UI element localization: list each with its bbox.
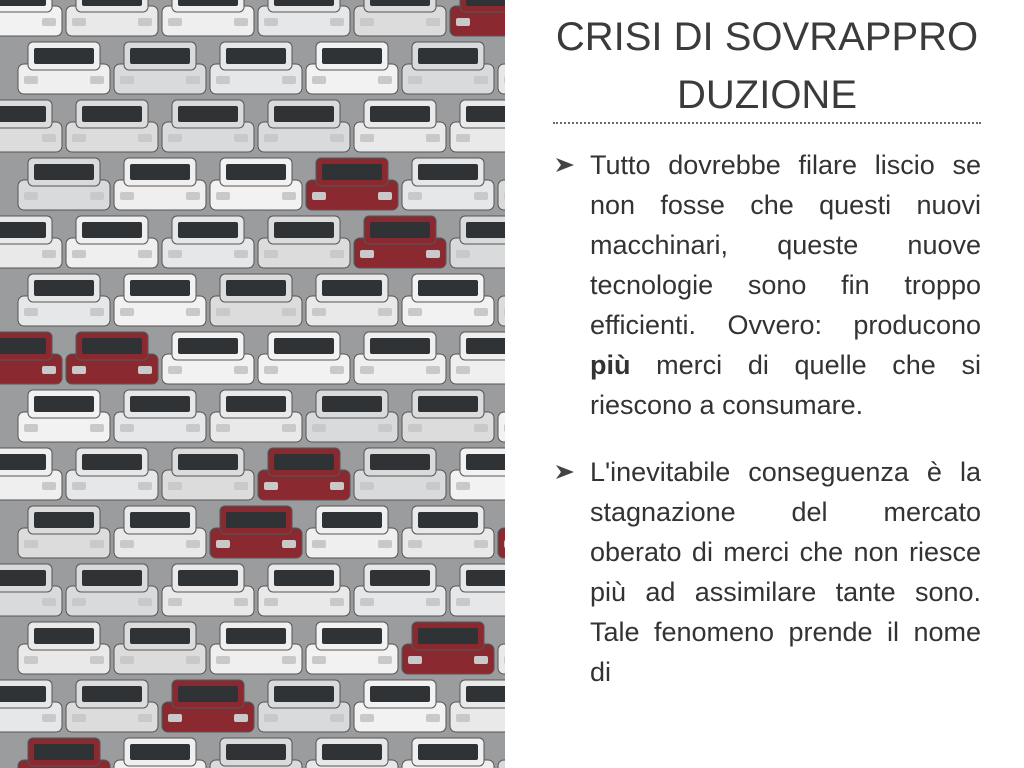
- car-shape: [306, 158, 398, 210]
- car-shape: [0, 0, 62, 36]
- car-shape: [114, 158, 206, 210]
- parked-cars-image: [0, 0, 505, 768]
- car-shape: [402, 42, 494, 94]
- car-shape: [498, 158, 505, 210]
- car-shape: [210, 622, 302, 674]
- car-shape: [402, 390, 494, 442]
- car-shape: [210, 158, 302, 210]
- car-shape: [258, 332, 350, 384]
- car-shape: [402, 158, 494, 210]
- car-shape: [0, 100, 62, 152]
- car-shape: [210, 738, 302, 768]
- car-shape: [0, 448, 62, 500]
- car-shape: [354, 216, 446, 268]
- car-shape: [306, 390, 398, 442]
- car-shape: [258, 448, 350, 500]
- car-shape: [114, 506, 206, 558]
- car-shape: [210, 506, 302, 558]
- car-shape: [498, 390, 505, 442]
- car-shape: [66, 100, 158, 152]
- car-shape: [66, 0, 158, 36]
- car-shape: [162, 0, 254, 36]
- bullet-item: [553, 145, 981, 425]
- car-shape: [0, 680, 62, 732]
- car-shape: [18, 274, 110, 326]
- car-shape: [162, 448, 254, 500]
- bullet-text-2a: L'inevitabile conseguenza è la stagnazione del mercato oberato di merci che non riesce più ad assimilare tante sono. Tale fenomeno prende il nome di: [590, 457, 981, 687]
- car-shape: [354, 0, 446, 36]
- car-shape: [354, 448, 446, 500]
- car-shape: [18, 622, 110, 674]
- car-shape: [210, 390, 302, 442]
- car-shape: [306, 274, 398, 326]
- title-divider: [553, 122, 981, 124]
- car-shape: [18, 390, 110, 442]
- car-shape: [18, 158, 110, 210]
- car-shape: [162, 332, 254, 384]
- car-shape: [162, 216, 254, 268]
- parked-cars-photo: [0, 0, 505, 768]
- car-shape: [306, 42, 398, 94]
- car-shape: [162, 564, 254, 616]
- car-shape: [0, 216, 62, 268]
- car-shape: [258, 0, 350, 36]
- car-shape: [162, 100, 254, 152]
- car-shape: [402, 274, 494, 326]
- car-shape: [450, 448, 505, 500]
- car-shape: [450, 332, 505, 384]
- car-shape: [498, 274, 505, 326]
- bullet-text-1-bold: più: [590, 350, 631, 380]
- car-shape: [402, 506, 494, 558]
- car-shape: [402, 622, 494, 674]
- car-shape: [114, 390, 206, 442]
- car-shape: [450, 564, 505, 616]
- car-shape: [114, 622, 206, 674]
- bullet-text-1b: merci di quelle che si riescono a consumare.: [590, 350, 981, 420]
- car-shape: [18, 738, 110, 768]
- car-shape: [66, 332, 158, 384]
- car-shape: [66, 216, 158, 268]
- car-shape: [354, 332, 446, 384]
- arrowhead-bullet-icon: [556, 465, 574, 479]
- car-shape: [114, 274, 206, 326]
- car-shape: [114, 42, 206, 94]
- car-shape: [210, 274, 302, 326]
- bullet-item: [553, 452, 981, 692]
- car-shape: [450, 100, 505, 152]
- car-shape: [402, 738, 494, 768]
- car-shape: [0, 332, 62, 384]
- slide-title: CRISI DI SOVRAPPRODUZIONE: [555, 15, 979, 117]
- car-shape: [450, 216, 505, 268]
- car-shape: [258, 680, 350, 732]
- car-shape: [258, 216, 350, 268]
- car-shape: [306, 738, 398, 768]
- car-shape: [18, 506, 110, 558]
- slide-text-panel: [553, 0, 981, 768]
- car-shape: [306, 622, 398, 674]
- car-shape: [0, 564, 62, 616]
- arrowhead-bullet-icon: [556, 158, 574, 172]
- car-shape: [258, 564, 350, 616]
- car-shape: [114, 738, 206, 768]
- car-shape: [498, 506, 505, 558]
- car-shape: [354, 680, 446, 732]
- car-shape: [450, 0, 505, 36]
- car-shape: [354, 564, 446, 616]
- car-shape: [354, 100, 446, 152]
- car-shape: [66, 448, 158, 500]
- car-shape: [162, 680, 254, 732]
- car-shape: [498, 42, 505, 94]
- car-shape: [210, 42, 302, 94]
- car-shape: [498, 738, 505, 768]
- car-shape: [66, 564, 158, 616]
- car-shape: [258, 100, 350, 152]
- bullet-text-1a: Tutto dovrebbe filare liscio se non fosse che questi nuovi macchinari, queste nuove tecnologie sono fin troppo efficienti. Ovvero: producono: [590, 150, 981, 340]
- car-shape: [498, 622, 505, 674]
- car-shape: [18, 42, 110, 94]
- car-shape: [306, 506, 398, 558]
- car-shape: [450, 680, 505, 732]
- bullet-list: [553, 145, 981, 692]
- car-shape: [66, 680, 158, 732]
